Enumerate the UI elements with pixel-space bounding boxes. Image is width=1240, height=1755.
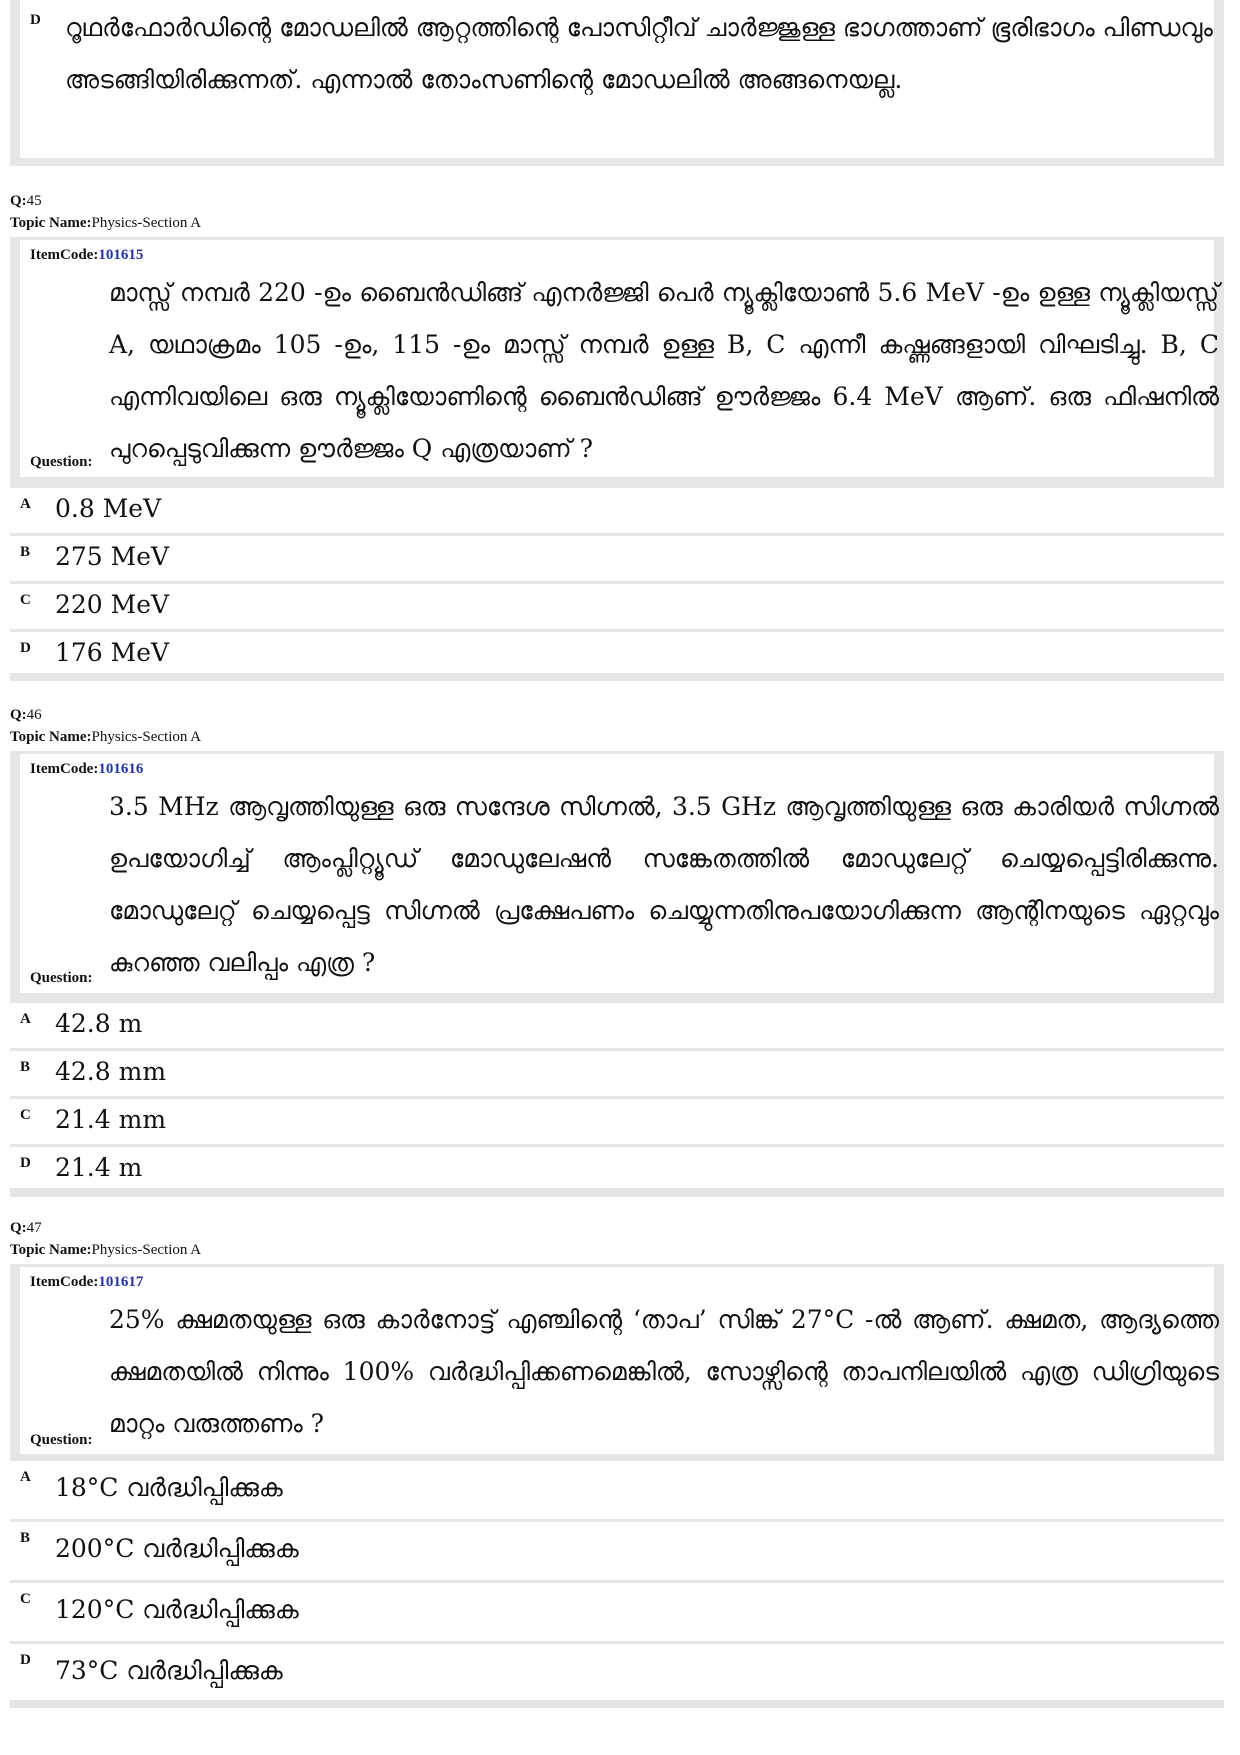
question-number: Q:47: [10, 1220, 42, 1236]
option-c[interactable]: [10, 1096, 1224, 1144]
option-letter: C: [20, 1107, 31, 1123]
option-letter: C: [20, 592, 31, 608]
option-letter: D: [20, 1652, 31, 1668]
option-value: 21.4 m: [55, 1153, 143, 1182]
option-value: 275 MeV: [55, 542, 170, 571]
option-a[interactable]: [10, 1000, 1224, 1048]
option-letter: C: [20, 1591, 31, 1607]
option-letter: D: [20, 640, 31, 656]
topic-name: Topic Name:Physics-Section A: [10, 729, 202, 745]
option-d[interactable]: [10, 629, 1224, 677]
item-code: ItemCode:101615: [30, 247, 144, 263]
option-value: 42.8 m: [55, 1009, 143, 1038]
question-text: മാസ്സ് നമ്പർ 220 -ഉം ബൈൻഡിങ്ങ് എനർജ്ജി പെർ ന്യൂക്ലിയോൺ 5.6 MeV -ഉം ഉള്ള ന്യൂക്ലിയസ്സ് A, യഥാക്രമം 105 -ഉം, 115 -ഉം മാസ്സ് നമ്പർ ഉള്ള B, C എന്നീ കഷ്ണങ്ങളായി വിഘടിച്ചു. B, C എന്നിവയിലെ ഒരു ന്യൂക്ലിയോണിന്റെ ബൈൻഡിങ്ങ് ഊർജ്ജം 6.4 MeV ആണ്. ഒരു ഫിഷനിൽ പുറപ്പെടുവിക്കുന്ന ഊർജ്ജം Q എത്രയാണ് ?: [109, 278, 1219, 463]
option-a[interactable]: [10, 485, 1224, 533]
option-value: 18°C വർദ്ധിപ്പിക്കുക: [55, 1473, 283, 1502]
question-text: 25% ക്ഷമതയുള്ള ഒരു കാർനോട്ട് എഞ്ചിന്റെ ‘താപ’ സിങ്ക് 27°C -ൽ ആണ്. ക്ഷമത, ആദ്യത്തെ ക്ഷമതയിൽ നിന്നും 100% വർദ്ധിപ്പിക്കണമെങ്കിൽ, സോഴ്സിന്റെ താപനിലയിൽ എത്ര ഡിഗ്രിയുടെ മാറ്റം വരുത്തണം ?: [109, 1305, 1219, 1438]
previous-option-row: [20, 0, 1214, 158]
option-d[interactable]: [10, 1144, 1224, 1192]
option-text: റൂഥർഫോർഡിന്റെ മോഡലിൽ ആറ്റത്തിന്റെ പോസിറ്റീവ് ചാർജ്ജുള്ള ഭാഗത്താണ് ഭൂരിഭാഗം പിണ്ഡവും അടങ്ങിയിരിക്കുന്നത്. എന്നാൽ തോംസണിന്റെ മോഡലിൽ അങ്ങനെയല്ല.: [65, 13, 1213, 94]
item-code: ItemCode:101616: [30, 761, 144, 777]
question-label: Question:: [30, 454, 93, 470]
option-value: 73°C വർദ്ധിപ്പിക്കുക: [55, 1656, 283, 1685]
option-letter: A: [20, 1469, 31, 1485]
option-value: 120°C വർദ്ധിപ്പിക്കുക: [55, 1595, 299, 1624]
option-letter: D: [30, 12, 41, 28]
option-value: 21.4 mm: [55, 1105, 167, 1134]
option-b[interactable]: [10, 1519, 1224, 1580]
option-letter: A: [20, 496, 31, 512]
topic-name: Topic Name:Physics-Section A: [10, 1242, 202, 1258]
question-label: Question:: [30, 970, 93, 986]
option-letter: B: [20, 544, 31, 560]
item-code: ItemCode:101617: [30, 1274, 144, 1290]
topic-name: Topic Name:Physics-Section A: [10, 215, 202, 231]
option-value: 200°C വർദ്ധിപ്പിക്കുക: [55, 1534, 299, 1563]
option-value: 0.8 MeV: [55, 494, 162, 523]
option-value: 220 MeV: [55, 590, 170, 619]
option-c[interactable]: [10, 581, 1224, 629]
question-number: Q:45: [10, 193, 42, 209]
option-letter: B: [20, 1059, 31, 1075]
option-letter: B: [20, 1530, 31, 1546]
option-d[interactable]: [10, 1641, 1224, 1704]
option-value: 176 MeV: [55, 638, 170, 667]
option-b[interactable]: [10, 533, 1224, 581]
question-number: Q:46: [10, 707, 42, 723]
previous-option-block: [10, 0, 1224, 166]
option-c[interactable]: [10, 1580, 1224, 1641]
option-b[interactable]: [10, 1048, 1224, 1096]
question-label: Question:: [30, 1432, 93, 1448]
option-letter: D: [20, 1155, 31, 1171]
option-a[interactable]: [10, 1458, 1224, 1519]
question-text: 3.5 MHz ആവൃത്തിയുള്ള ഒരു സന്ദേശ സിഗ്നൽ, 3.5 GHz ആവൃത്തിയുള്ള ഒരു കാരിയർ സിഗ്നൽ ഉപയോഗിച്ച് ആംപ്ലിറ്റ്യൂഡ് മോഡുലേഷൻ സങ്കേതത്തിൽ മോഡുലേറ്റ് ചെയ്യപ്പെട്ടിരിക്കുന്നു. മോഡുലേറ്റ് ചെയ്യപ്പെട്ട സിഗ്നൽ പ്രക്ഷേപണം ചെയ്യുന്നതിനുപയോഗിക്കുന്ന ആന്റിനയുടെ ഏറ്റവും കുറഞ്ഞ വലിപ്പം എത്ര ?: [109, 792, 1219, 977]
option-value: 42.8 mm: [55, 1057, 167, 1086]
option-letter: A: [20, 1011, 31, 1027]
